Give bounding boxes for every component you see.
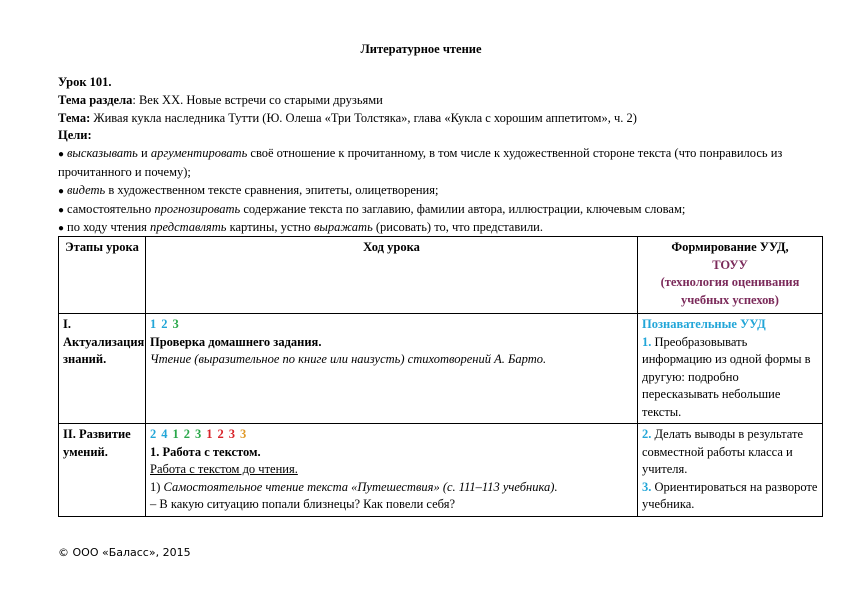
table-row xyxy=(59,314,823,424)
lesson-number: Урок 101. xyxy=(58,75,112,89)
theme-label: Тема: xyxy=(58,110,91,125)
uud-numbers: 2 4 1 2 3 1 2 3 3 xyxy=(150,427,247,441)
section-label: Тема раздела xyxy=(58,92,133,107)
course-cell xyxy=(146,424,638,517)
course-text: Чтение (выразительное по книге или наизусть) стихотворений А. Барто. xyxy=(150,352,547,366)
lesson-section xyxy=(58,92,788,110)
header-stages: Этапы урока xyxy=(59,237,146,314)
copyright-footer: © ООО «Баласс», 2015 xyxy=(58,546,191,559)
bullet-icon: ● xyxy=(58,149,65,161)
lesson-header xyxy=(58,74,788,238)
uud-item: 2. Делать выводы в результате совместной работы класса и учителя. xyxy=(642,427,804,476)
course-subtitle: Работа с текстом до чтения. xyxy=(150,462,298,476)
goal-item: ● самостоятельно прогнозировать содержание текста по заглавию, фамилии автора, иллюстрации, ключевым словам; xyxy=(58,201,788,220)
course-question: – В какую ситуацию попали близнецы? Как повели себя? xyxy=(150,497,456,511)
course-cell xyxy=(146,314,638,424)
uud-item: 3. Ориентироваться на развороте учебника. xyxy=(642,479,818,511)
lesson-table xyxy=(58,236,823,517)
header-uud: Формирование УУД, ТОУУ (технология оценивания учебных успехов) xyxy=(638,237,823,314)
table-header-row xyxy=(59,237,823,314)
course-title: Проверка домашнего задания. xyxy=(150,334,322,349)
goal-item: ● высказывать и аргументировать своё отношение к прочитанному, в том числе к художественной стороне текста (что понравилось из прочитанного и почему); xyxy=(58,146,783,179)
bullet-icon: ● xyxy=(58,204,65,216)
goal-item: ● видеть в художественном тексте сравнения, эпитеты, олицетворения; xyxy=(58,182,788,201)
stage-cell: I. Актуализация знаний. xyxy=(59,314,146,424)
bullet-icon: ● xyxy=(58,223,65,235)
goals-label: Цели: xyxy=(58,128,92,143)
header-course: Ход урока xyxy=(146,237,638,314)
lesson-theme xyxy=(58,110,788,128)
course-title: 1. Работа с текстом. xyxy=(150,444,261,459)
uud-cell xyxy=(638,424,823,517)
table-row xyxy=(59,424,823,517)
uud-numbers: 1 2 3 xyxy=(150,317,179,331)
goal-item: ● по ходу чтения представлять картины, устно выражать (рисовать) то, что представили. xyxy=(58,219,788,238)
uud-item: 1. Преобразовывать информацию из одной формы в другую: подробно пересказывать небольшие тексты. xyxy=(642,334,811,419)
stage-cell: II. Развитие умений. xyxy=(59,424,146,517)
page-title: Литературное чтение xyxy=(360,42,482,56)
section-value: : Век XX. Новые встречи со старыми друзьями xyxy=(132,92,383,107)
course-item: 1) Самостоятельное чтение текста «Путешествия» (с. 111–113 учебника). xyxy=(150,479,558,494)
theme-value: Живая кукла наследника Тутти (Ю. Олеша «Три Толстяка», глава «Кукла с хорошим аппетитом», ч. 2) xyxy=(90,110,637,125)
uud-cell xyxy=(638,314,823,424)
uud-title: Познавательные УУД xyxy=(642,317,766,331)
bullet-icon: ● xyxy=(58,185,65,197)
